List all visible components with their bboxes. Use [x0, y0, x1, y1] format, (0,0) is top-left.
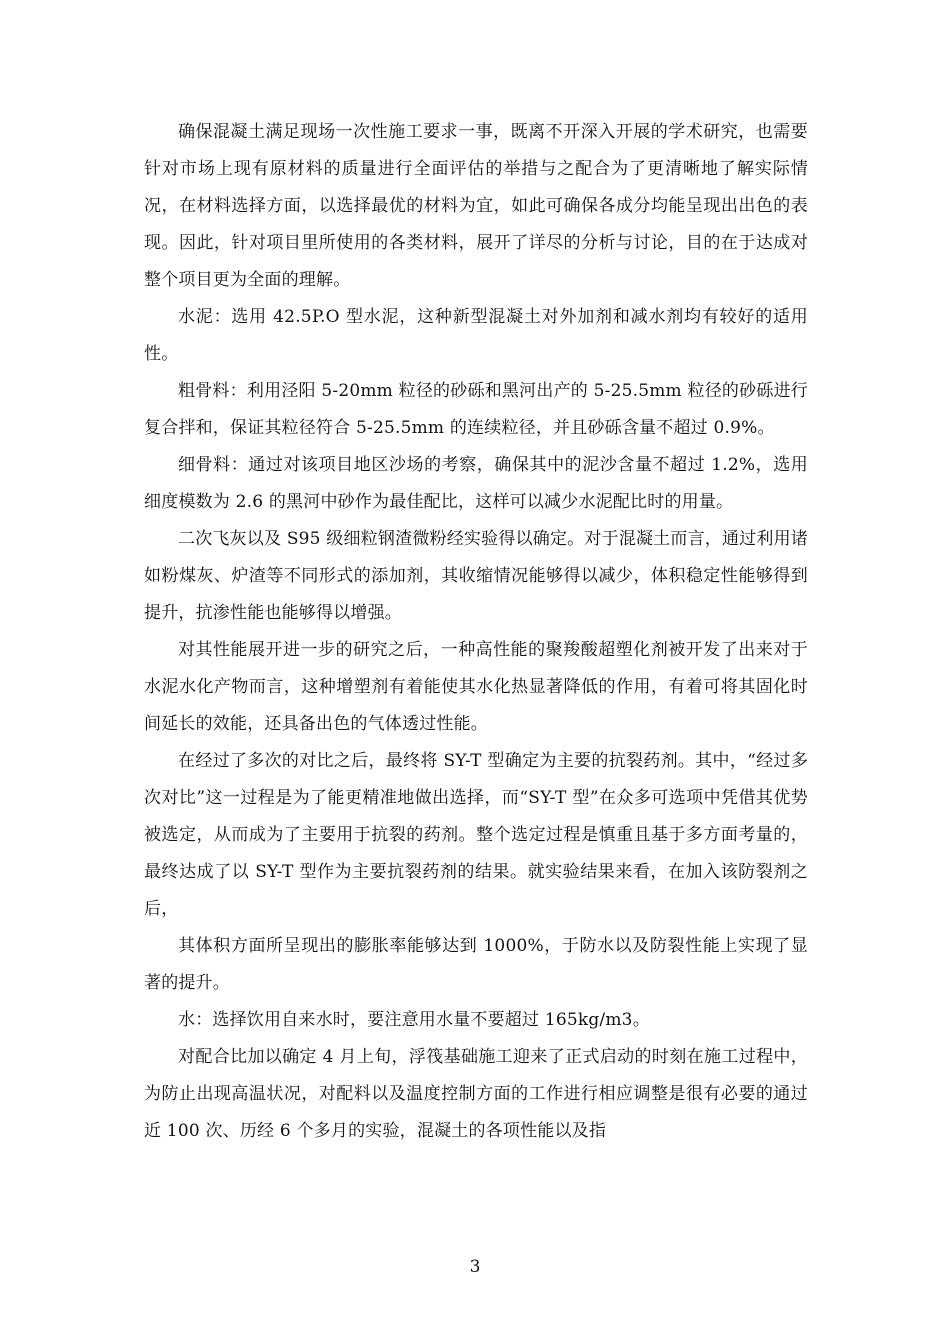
paragraph-fly-ash: 二次飞灰以及 S95 级细粒钢渣微粉经实验得以确定。对于混凝土而言，通过利用诸如粉煤灰、炉渣等不同形式的添加剂，其收缩情况能够得以减少，体积稳定性能够得到提升，抗渗性能也能够得以增强。: [144, 529, 808, 623]
body-text: [144, 114, 808, 1150]
paragraph-materials-intro: 确保混凝土满足现场一次性施工要求一事，既离不开深入开展的学术研究，也需要针对市场上现有原材料的质量进行全面评估的举措与之配合为了更清晰地了解实际情况，在材料选择方面，以选择最优的材料为宜，如此可确保各成分均能呈现出出色的表现。因此，针对项目里所使用的各类材料，展开了详尽的分析与讨论，目的在于达成对整个项目更为全面的理解。: [144, 122, 808, 290]
paragraph-anti-crack-agent: 在经过了多次的对比之后，最终将 SY-T 型确定为主要的抗裂药剂。其中，“经过多次对比”这一过程是为了能更精准地做出选择，而“SY-T 型”在众多可选项中凭借其优势被选定，从而成为了主要用于抗裂的药剂。整个选定过程是慎重且基于多方面考量的，最终达成了以 SY-T 型作为主要抗裂药剂的结果。就实验结果来看，在加入该防裂剂之后，: [144, 751, 808, 919]
page-number: 3: [469, 1257, 481, 1277]
paragraph-coarse-aggregate: 粗骨料：利用泾阳 5-20mm 粒径的砂砾和黑河出产的 5-25.5mm 粒径的砂砾进行复合拌和，保证其粒径符合 5-25.5mm 的连续粒径，并且砂砾含量不超过 0.9%。: [144, 381, 808, 438]
paragraph-cement: 水泥：选用 42.5P.O 型水泥，这种新型混凝土对外加剂和减水剂均有较好的适用性。: [144, 307, 808, 364]
paragraph-expansion-rate: 其体积方面所呈现出的膨胀率能够达到 1000%，于防水以及防裂性能上实现了显著的提升。: [144, 936, 808, 993]
paragraph-superplasticizer: 对其性能展开进一步的研究之后，一种高性能的聚羧酸超塑化剂被开发了出来对于水泥水化产物而言，这种增塑剂有着能使其水化热显著降低的作用，有着可将其固化时间延长的效能，还具备出色的气体透过性能。: [144, 640, 808, 734]
paragraph-water: 水：选择饮用自来水时，要注意用水量不要超过 165kg/m3。: [178, 1010, 650, 1030]
paragraph-fine-aggregate: 细骨料：通过对该项目地区沙场的考察，确保其中的泥沙含量不超过 1.2%，选用细度模数为 2.6 的黑河中砂作为最佳配比，这样可以减少水泥配比时的用量。: [144, 455, 808, 512]
paragraph-mix-ratio: 对配合比加以确定 4 月上旬，浮筏基础施工迎来了正式启动的时刻在施工过程中，为防止出现高温状况，对配料以及温度控制方面的工作进行相应调整是很有必要的通过近 100 次、历经 6 个多月的实验，混凝土的各项性能以及指: [144, 1047, 808, 1141]
